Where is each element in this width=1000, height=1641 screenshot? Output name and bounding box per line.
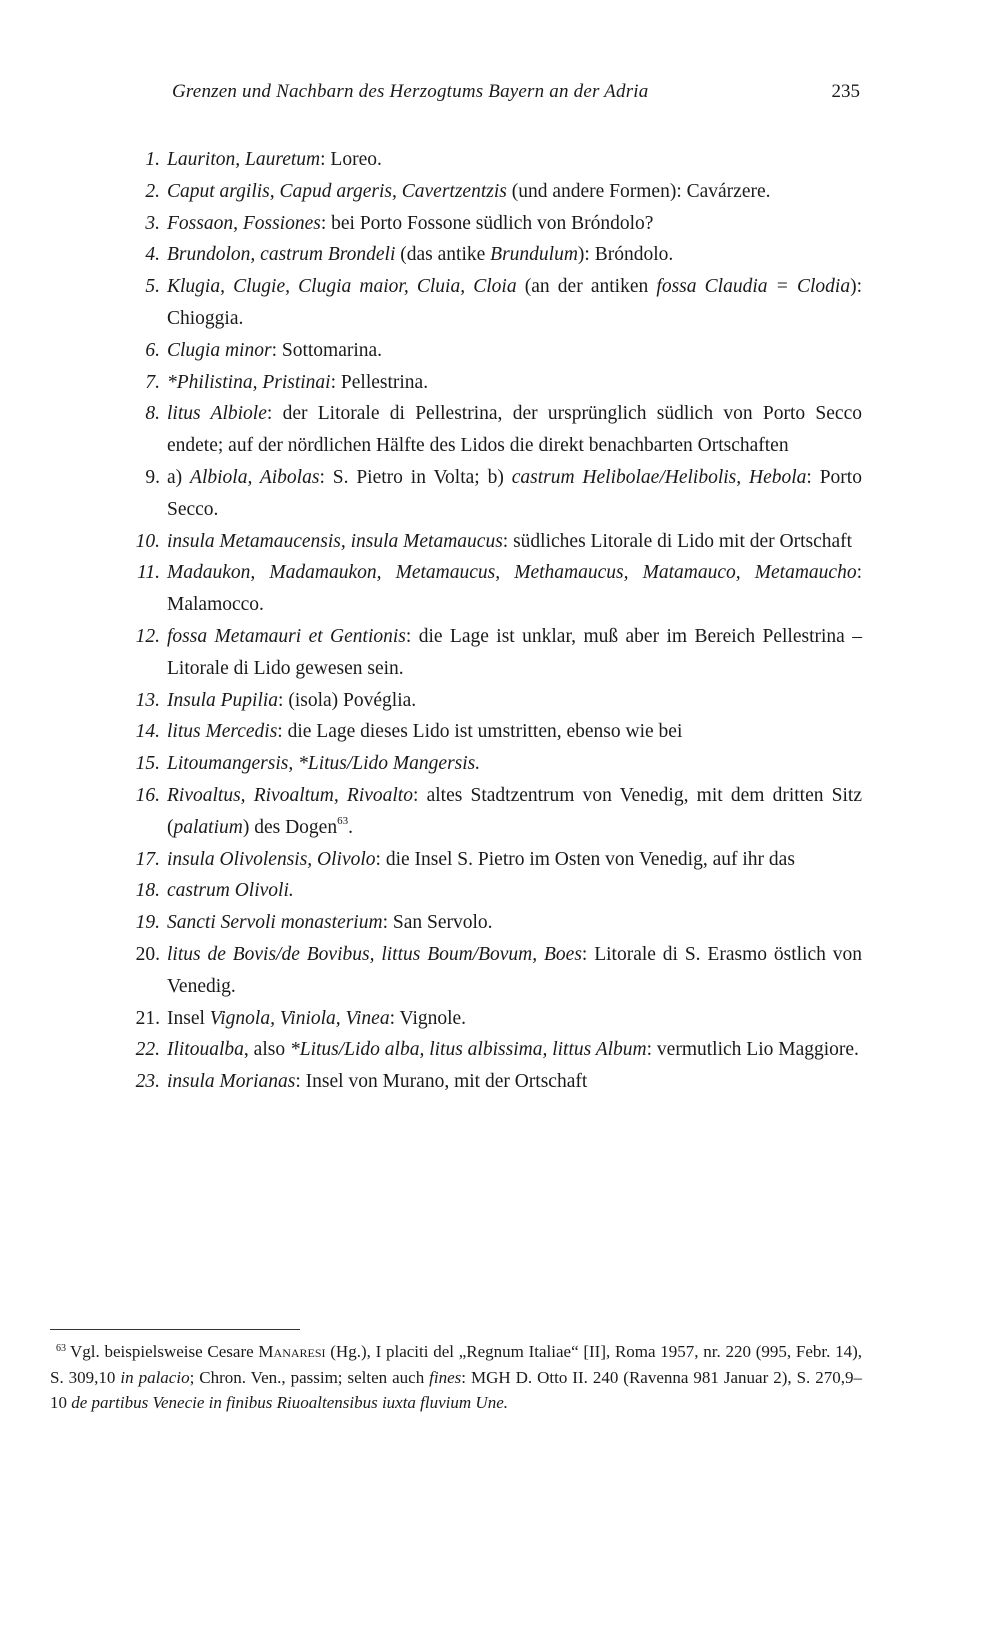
item-text [167,335,862,367]
text-run: : die Lage ist unklar, muß aber im Bereich Pellestrina – Litorale di Lido gewesen sein. [167,625,862,679]
item-text [167,939,862,1003]
text-run: : S. Pietro in Volta; b) [319,466,512,488]
text-run: : Vignole. [389,1007,467,1029]
list-item [110,271,862,335]
item-number: 12. [135,625,160,647]
text-run: a) [167,466,191,488]
item-text [167,239,862,271]
page-number: 235 [831,81,860,102]
text-run: (und andere Formen): Cavárzere. [506,180,771,202]
list-item [110,1066,862,1098]
text-run: : Malamocco. [167,562,862,616]
running-head [172,80,860,104]
italic-term: *Philistina, Pristinai [167,371,331,393]
item-text [167,526,862,558]
item-number: 2. [145,180,160,202]
item-text [167,176,862,208]
list-item [110,939,862,1003]
item-text [167,462,862,526]
item-number: 11. [137,562,160,584]
item-text [167,621,862,685]
item-text [167,844,862,876]
item-number: 4. [145,244,160,266]
italic-term: Madaukon, Madamaukon, Metamaucus, Methamaucus, Matamauco, Metamaucho [167,562,857,584]
item-text [167,716,862,748]
text-run: : Insel von Murano, mit der Ortschaft [295,1071,588,1093]
italic-term: palatium [173,816,243,838]
italic-term: Fossaon, Fossiones [167,212,321,234]
item-number: 23. [135,1071,160,1093]
item-number: 14. [135,721,160,743]
list-item [110,1034,862,1066]
list-item [110,716,862,748]
item-text [167,1003,862,1035]
italic-term: de partibus Venecie in finibus Riuoaltensibus iuxta fluvium Une. [71,1393,508,1412]
item-number: 13. [135,689,160,711]
italic-term: insula Morianas [167,1071,296,1093]
list-item [110,239,862,271]
list-item [110,176,862,208]
item-number: 15. [135,753,160,775]
italic-term: litus Albiole [167,403,267,425]
text-run: . [348,816,353,838]
item-text [167,367,862,399]
item-number: 3. [145,212,160,234]
list-item [110,875,862,907]
text-run: Insel [167,1007,210,1029]
text-run: ): Bróndolo. [577,244,674,266]
list-item [110,907,862,939]
italic-term: Caput argilis, Capud argeris, Cavertzentzis [167,180,507,202]
item-text [167,1034,862,1066]
italic-term: Litoumangersis, *Litus/Lido Mangersis. [167,753,481,775]
italic-term: Ilitoualba [167,1039,244,1061]
item-number: 10. [135,530,160,552]
text-run: Vgl. beispielsweise Cesare [70,1342,259,1361]
item-number: 22. [135,1039,160,1061]
item-text [167,875,862,907]
italic-term: Rivoaltus, Rivoaltum, Rivoalto [167,784,413,806]
item-text [167,748,862,780]
italic-term: Albiola, Aibolas [190,466,320,488]
list-item [110,462,862,526]
item-number: 17. [135,848,160,870]
italic-term: Sancti Servoli monasterium [167,912,383,934]
list-item [110,398,862,462]
footnote-ref: 63 [337,814,349,827]
italic-term: castrum Helibolae/Helibolis, Hebola [511,466,807,488]
list-item [110,621,862,685]
list-item [110,1003,862,1035]
text-run: Manaresi [258,1342,326,1361]
item-number: 16. [135,784,160,806]
text-run: : die Lage dieses Lido ist umstritten, ebenso wie bei [277,721,683,743]
italic-term: in palacio [120,1367,190,1387]
text-run: : (isola) Povéglia. [278,689,417,711]
item-number: 21. [135,1007,160,1029]
list-item [110,335,862,367]
item-number: 6. [145,339,160,361]
text-run: : San Servolo. [382,912,493,934]
item-text [167,271,862,335]
item-number: 19. [135,912,160,934]
list-item [110,367,862,399]
item-number: 9. [145,466,160,488]
item-number: 7. [145,371,160,393]
item-number: 8. [145,403,160,425]
list-item [110,557,862,621]
list-item [110,208,862,240]
text-run: : Litorale di S. Erasmo östlich von Venedig. [167,943,862,997]
place-name-list [110,144,862,1098]
running-title: Grenzen und Nachbarn des Herzogtums Bayern an der Adria [172,81,649,102]
text-run: : Loreo. [320,149,382,170]
italic-term: *Litus/Lido alba, litus albissima, littus Album [289,1039,647,1061]
text-run: (das antike [395,244,491,266]
italic-term: litus de Bovis/de Bovibus, littus Boum/Bovum, Boes [167,943,582,965]
italic-term: litus Mercedis [167,721,278,743]
italic-term: fossa Metamauri et Gentionis [167,625,406,647]
italic-term: Lauriton, Lauretum [167,149,321,170]
italic-term: Insula Pupilia [167,689,279,711]
text-run: : MGH D. Otto II. 240 (Ravenna 981 Januar 2), S. 270,9–10 [50,1367,862,1412]
item-text [167,907,862,939]
item-number: 1. [145,149,160,170]
italic-term: insula Olivolensis, Olivolo [167,848,376,870]
text-run: : bei Porto Fossone südlich von Bróndolo? [320,212,654,234]
text-run: (an der antiken [516,276,657,298]
item-text [167,780,862,844]
italic-term: fossa Claudia = Clodia [656,276,851,298]
text-run: : Porto Secco. [167,466,862,520]
text-run: (Hg.), I placiti del „Regnum Italiae“ [II], Roma 1957, nr. 220 (995, Febr. 14), S. 309,10 [50,1342,862,1387]
text-run: : Sottomarina. [271,339,383,361]
item-text [167,557,862,621]
list-item [110,144,862,176]
item-text [167,1066,862,1098]
text-run: ; Chron. Ven., passim; selten auch [189,1367,430,1387]
list-item [110,526,862,558]
item-text [167,208,862,240]
footnote-number: 63 [56,1343,66,1354]
text-run: : südliches Litorale di Lido mit der Ortschaft [502,530,853,552]
text-run: ): Chioggia. [167,276,863,329]
text-run: : vermutlich Lio Maggiore. [646,1039,859,1061]
italic-term: Clugia minor [167,339,272,361]
text-run: : Pellestrina. [330,371,429,393]
footnote-63 [50,1339,862,1416]
italic-term: Klugia, Clugie, Clugia maior, Cluia, Cloia [167,276,517,298]
text-run: : der Litorale di Pellestrina, der ursprünglich südlich von Porto Secco endete; auf der nördlichen Hälfte des Lidos die direkt benachbarten Ortschaften [167,403,862,457]
item-number: 20. [135,943,160,965]
item-number: 18. [135,880,160,902]
text-run: ) des Dogen [242,816,338,838]
list-item [110,780,862,844]
list-item [110,748,862,780]
italic-term: Brundolon, castrum Brondeli [167,244,396,266]
footnote-rule [50,1329,300,1330]
text-run: : die Insel S. Pietro im Osten von Venedig, auf ihr das [375,848,795,870]
italic-term: Vignola, Viniola, Vinea [209,1007,390,1029]
item-text [167,144,862,176]
italic-term: insula Metamaucensis, insula Metamaucus [167,530,503,552]
text-run: : altes Stadtzentrum von Venedig, mit dem dritten Sitz ( [167,784,862,838]
item-text [167,685,862,717]
footnote-text [50,1342,862,1412]
text-run: , also [243,1039,290,1061]
list-item [110,685,862,717]
list-item [110,844,862,876]
italic-term: Brundulum [490,244,578,266]
item-text [167,398,862,462]
italic-term: fines [429,1367,462,1387]
italic-term: castrum Olivoli. [167,880,294,902]
item-number: 5. [145,276,160,298]
